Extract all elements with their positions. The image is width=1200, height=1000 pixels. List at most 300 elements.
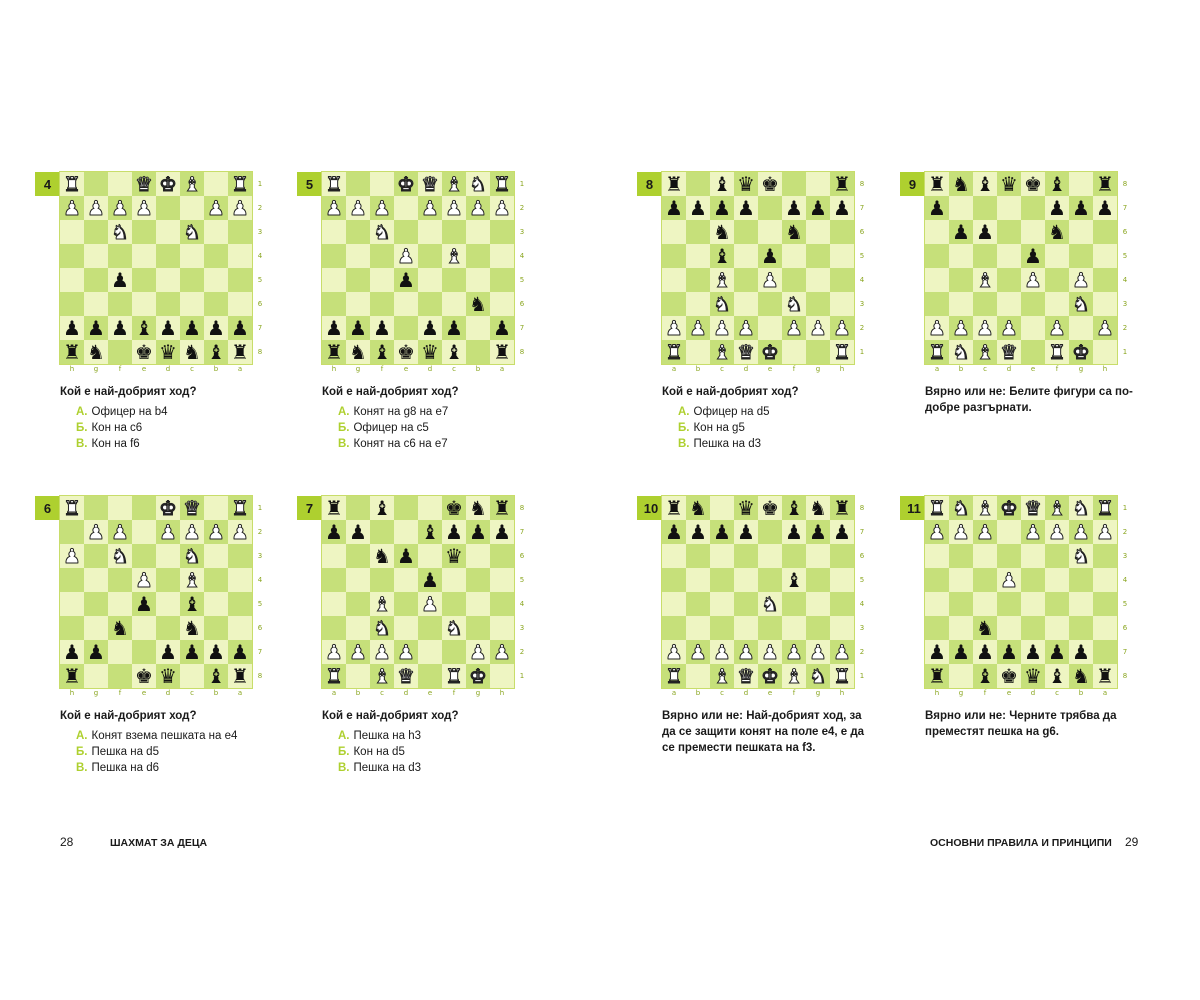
black-rook-icon: ♜ [493, 340, 511, 364]
board-square [806, 664, 830, 688]
white-king-icon: ♚ [469, 664, 487, 688]
answer-option [678, 420, 878, 436]
board-square [973, 220, 997, 244]
board-square [228, 664, 252, 688]
board-square [806, 268, 830, 292]
black-bishop-icon: ♝ [1048, 172, 1066, 196]
answer-text: Пешка на d3 [693, 438, 761, 450]
board-square [466, 616, 490, 640]
black-bishop-icon: ♝ [976, 172, 994, 196]
board-square [370, 172, 394, 196]
board-square [346, 292, 370, 316]
white-rook-icon: ♜ [833, 340, 851, 364]
black-bishop-icon: ♝ [785, 568, 803, 592]
answer-options [338, 404, 538, 452]
board-square [156, 220, 180, 244]
black-pawn-icon: ♟ [976, 640, 994, 664]
board-square [662, 544, 686, 568]
board-square [1045, 568, 1069, 592]
board-square [84, 292, 108, 316]
board-square [322, 520, 346, 544]
rank-label: 3 [519, 228, 525, 236]
board-square [132, 316, 156, 340]
board-square [132, 664, 156, 688]
file-label: e [1030, 365, 1036, 373]
board-square [973, 664, 997, 688]
rank-label: 5 [1122, 252, 1128, 260]
black-king-icon: ♚ [1000, 664, 1018, 688]
rank-label: 5 [859, 576, 865, 584]
board-square [322, 268, 346, 292]
black-pawn-icon: ♟ [349, 316, 367, 340]
board-square [346, 496, 370, 520]
rank-label: 2 [1122, 528, 1128, 536]
question-text: Кой е най-добрият ход? [662, 386, 799, 398]
board-square [1021, 664, 1045, 688]
board-square [686, 316, 710, 340]
board-square [346, 640, 370, 664]
rank-label: 8 [519, 348, 525, 356]
black-bishop-icon: ♝ [135, 316, 153, 340]
board-square [1045, 340, 1069, 364]
board-square [180, 496, 204, 520]
board-square [108, 640, 132, 664]
board-square [228, 268, 252, 292]
rank-label: 7 [1122, 204, 1128, 212]
board-square [806, 220, 830, 244]
board-square [394, 316, 418, 340]
rank-label: 1 [859, 672, 865, 680]
board-square [1069, 496, 1093, 520]
rank-label: 2 [859, 648, 865, 656]
black-bishop-icon: ♝ [976, 664, 994, 688]
black-king-icon: ♚ [761, 172, 779, 196]
answer-option [338, 420, 538, 436]
white-bishop-icon: ♝ [976, 268, 994, 292]
black-rook-icon: ♜ [325, 340, 343, 364]
white-rook-icon: ♜ [1048, 340, 1066, 364]
board-square [758, 244, 782, 268]
rank-label: 3 [519, 624, 525, 632]
board-square [490, 496, 514, 520]
white-knight-icon: ♞ [952, 340, 970, 364]
black-pawn-icon: ♟ [713, 520, 731, 544]
board-square [204, 340, 228, 364]
board-square [1093, 592, 1117, 616]
file-label: h [69, 689, 75, 697]
board-square [394, 220, 418, 244]
file-label: a [499, 365, 505, 373]
board-square [662, 196, 686, 220]
white-rook-icon: ♜ [63, 172, 81, 196]
board-square [132, 520, 156, 544]
board-square [60, 172, 84, 196]
board-square [370, 340, 394, 364]
board-square [1093, 292, 1117, 316]
board-square [782, 172, 806, 196]
question-text: Кой е най-добрият ход? [60, 386, 197, 398]
answer-letter: А. [678, 406, 690, 418]
board-square [204, 196, 228, 220]
black-rook-icon: ♜ [231, 340, 249, 364]
white-knight-icon: ♞ [111, 544, 129, 568]
black-rook-icon: ♜ [665, 496, 683, 520]
white-pawn-icon: ♟ [111, 520, 129, 544]
black-pawn-icon: ♟ [183, 640, 201, 664]
black-king-icon: ♚ [135, 664, 153, 688]
board-square [1021, 172, 1045, 196]
rank-label: 8 [859, 180, 865, 188]
board-square [204, 640, 228, 664]
board-square [686, 592, 710, 616]
rank-label: 2 [519, 204, 525, 212]
white-pawn-icon: ♟ [493, 640, 511, 664]
white-queen-icon: ♛ [737, 664, 755, 688]
board-square [442, 664, 466, 688]
white-king-icon: ♚ [761, 664, 779, 688]
black-bishop-icon: ♝ [183, 592, 201, 616]
puzzle-number: 5 [297, 172, 322, 196]
board-square [997, 316, 1021, 340]
board-square [204, 316, 228, 340]
black-pawn-icon: ♟ [325, 316, 343, 340]
board-square [418, 616, 442, 640]
rank-labels [856, 496, 868, 688]
board-square [973, 640, 997, 664]
board-square [228, 196, 252, 220]
white-queen-icon: ♛ [421, 172, 439, 196]
white-bishop-icon: ♝ [183, 568, 201, 592]
board-square [394, 616, 418, 640]
board-square [1045, 520, 1069, 544]
black-bishop-icon: ♝ [373, 496, 391, 520]
answer-letter: В. [678, 438, 690, 450]
black-bishop-icon: ♝ [1048, 664, 1066, 688]
board-square [949, 592, 973, 616]
black-rook-icon: ♜ [1096, 664, 1114, 688]
board-square [662, 568, 686, 592]
board-square [925, 544, 949, 568]
board-square [156, 268, 180, 292]
board-square [322, 616, 346, 640]
answer-text: Конят на g8 на e7 [353, 406, 449, 418]
board-square [949, 568, 973, 592]
answer-text: Пешка на h3 [353, 730, 421, 742]
black-pawn-icon: ♟ [809, 196, 827, 220]
board-square [782, 244, 806, 268]
board-square [84, 520, 108, 544]
board-square [490, 196, 514, 220]
board-square [1045, 220, 1069, 244]
board-square [156, 592, 180, 616]
file-label: c [190, 365, 194, 373]
board-square [806, 316, 830, 340]
board-square [204, 616, 228, 640]
file-label: d [165, 689, 171, 697]
board-square [782, 268, 806, 292]
board-square [925, 496, 949, 520]
rank-label: 1 [519, 672, 525, 680]
white-pawn-icon: ♟ [397, 244, 415, 268]
board-square [1045, 592, 1069, 616]
file-label: g [355, 365, 361, 373]
board-square [782, 520, 806, 544]
right-running-title: ОСНОВНИ ПРАВИЛА И ПРИНЦИПИ [930, 837, 1112, 849]
rank-label: 5 [519, 576, 525, 584]
file-label: f [118, 689, 122, 697]
rank-label: 1 [1122, 504, 1128, 512]
rank-label: 6 [257, 624, 263, 632]
board-square [156, 640, 180, 664]
file-label: e [1006, 689, 1012, 697]
rank-label: 2 [257, 528, 263, 536]
white-knight-icon: ♞ [183, 220, 201, 244]
board-square [710, 664, 734, 688]
black-pawn-icon: ♟ [397, 268, 415, 292]
black-queen-icon: ♛ [159, 340, 177, 364]
board-square [973, 520, 997, 544]
board-square [1045, 544, 1069, 568]
board-square [1045, 292, 1069, 316]
board-square [418, 268, 442, 292]
board-square [1021, 640, 1045, 664]
board-square [108, 520, 132, 544]
rank-label: 6 [1122, 228, 1128, 236]
board-square [156, 664, 180, 688]
board-square [734, 520, 758, 544]
board-square [490, 568, 514, 592]
board-square [1021, 616, 1045, 640]
board-square [1021, 568, 1045, 592]
board-square [973, 292, 997, 316]
board-square [466, 640, 490, 664]
board-square [925, 196, 949, 220]
board-square [346, 568, 370, 592]
white-pawn-icon: ♟ [207, 520, 225, 544]
black-knight-icon: ♞ [373, 544, 391, 568]
black-rook-icon: ♜ [63, 340, 81, 364]
white-rook-icon: ♜ [231, 172, 249, 196]
board-square [394, 568, 418, 592]
black-pawn-icon: ♟ [665, 520, 683, 544]
board-square [1021, 520, 1045, 544]
rank-label: 3 [859, 624, 865, 632]
board-square [662, 340, 686, 364]
board-square [490, 640, 514, 664]
board-square [686, 244, 710, 268]
board-square [1093, 544, 1117, 568]
rank-label: 4 [519, 600, 525, 608]
file-label: c [983, 365, 987, 373]
white-knight-icon: ♞ [111, 220, 129, 244]
board-square [108, 220, 132, 244]
board-square [180, 616, 204, 640]
chess-board [662, 496, 854, 688]
answer-options [338, 728, 538, 776]
black-pawn-icon: ♟ [87, 640, 105, 664]
answer-option [76, 744, 276, 760]
answer-letter: Б. [76, 746, 88, 758]
board-square [228, 544, 252, 568]
board-square [442, 172, 466, 196]
board-square [734, 220, 758, 244]
board-square [925, 268, 949, 292]
board-square [442, 616, 466, 640]
board-square [662, 220, 686, 244]
black-rook-icon: ♜ [833, 172, 851, 196]
board-square [442, 292, 466, 316]
black-knight-icon: ♞ [689, 496, 707, 520]
board-square [156, 172, 180, 196]
board-square [394, 340, 418, 364]
white-pawn-icon: ♟ [1000, 316, 1018, 340]
black-rook-icon: ♜ [665, 172, 683, 196]
board-square [758, 664, 782, 688]
black-pawn-icon: ♟ [761, 244, 779, 268]
board-square [734, 592, 758, 616]
file-label: h [499, 689, 505, 697]
board-square [490, 520, 514, 544]
white-bishop-icon: ♝ [976, 496, 994, 520]
board-square [1045, 268, 1069, 292]
file-label: a [934, 365, 940, 373]
board-square [1093, 244, 1117, 268]
board-square [370, 220, 394, 244]
board-square [228, 568, 252, 592]
answer-option [338, 744, 538, 760]
white-knight-icon: ♞ [809, 664, 827, 688]
board-square [204, 544, 228, 568]
white-pawn-icon: ♟ [63, 544, 81, 568]
rank-label: 1 [257, 180, 263, 188]
black-pawn-icon: ♟ [928, 640, 946, 664]
file-labels [662, 365, 854, 377]
answer-option [338, 404, 538, 420]
board-square [132, 220, 156, 244]
white-pawn-icon: ♟ [737, 316, 755, 340]
file-label: f [983, 689, 987, 697]
board-square [1093, 520, 1117, 544]
white-pawn-icon: ♟ [349, 640, 367, 664]
white-pawn-icon: ♟ [469, 640, 487, 664]
board-square [322, 244, 346, 268]
file-label: e [767, 689, 773, 697]
answer-letter: А. [338, 406, 350, 418]
board-square [1069, 196, 1093, 220]
board-square [1045, 664, 1069, 688]
question-text: Вярно или не: Черните трябва да преместят пешка на g6. [925, 710, 1117, 738]
white-pawn-icon: ♟ [952, 520, 970, 544]
black-knight-icon: ♞ [349, 340, 367, 364]
file-label: d [743, 365, 749, 373]
answer-text: Кон на d5 [353, 746, 405, 758]
black-king-icon: ♚ [1024, 172, 1042, 196]
board-square [949, 544, 973, 568]
white-knight-icon: ♞ [445, 616, 463, 640]
white-bishop-icon: ♝ [1048, 496, 1066, 520]
board-square [322, 340, 346, 364]
board-square [466, 292, 490, 316]
file-label: g [815, 365, 821, 373]
board-square [949, 196, 973, 220]
answer-letter: В. [76, 762, 88, 774]
board-square [758, 316, 782, 340]
question-text: Вярно или не: Най-добрият ход, за да се защити конят на поле e4, е да се премести пешката на f3. [662, 710, 865, 754]
board-square [156, 568, 180, 592]
file-label: g [475, 689, 481, 697]
board-square [60, 592, 84, 616]
board-square [108, 292, 132, 316]
white-pawn-icon: ♟ [1024, 520, 1042, 544]
answer-text: Конят взема пешката на e4 [91, 730, 238, 742]
rank-labels [254, 496, 266, 688]
board-square [758, 640, 782, 664]
file-labels [322, 689, 514, 701]
black-pawn-icon: ♟ [445, 316, 463, 340]
white-king-icon: ♚ [1072, 340, 1090, 364]
answer-option [76, 728, 276, 744]
board-square [490, 244, 514, 268]
board-square [830, 616, 854, 640]
board-square [132, 592, 156, 616]
board-square [710, 592, 734, 616]
black-king-icon: ♚ [135, 340, 153, 364]
board-square [949, 664, 973, 688]
board-square [84, 568, 108, 592]
board-square [108, 340, 132, 364]
board-square [782, 640, 806, 664]
white-pawn-icon: ♟ [207, 196, 225, 220]
board-square [662, 616, 686, 640]
board-square [228, 292, 252, 316]
file-label: a [671, 365, 677, 373]
board-square [997, 220, 1021, 244]
file-label: f [380, 365, 384, 373]
board-square [60, 220, 84, 244]
board-square [180, 172, 204, 196]
board-square [662, 268, 686, 292]
file-label: e [141, 689, 147, 697]
board-square [782, 496, 806, 520]
file-label: d [1006, 365, 1012, 373]
board-square [60, 292, 84, 316]
rank-label: 4 [257, 576, 263, 584]
board-square [686, 568, 710, 592]
black-pawn-icon: ♟ [785, 196, 803, 220]
board-square [758, 172, 782, 196]
board-square [973, 592, 997, 616]
board-square [108, 172, 132, 196]
board-square [686, 544, 710, 568]
board-square [710, 196, 734, 220]
white-pawn-icon: ♟ [135, 568, 153, 592]
rank-label: 3 [257, 552, 263, 560]
black-pawn-icon: ♟ [689, 520, 707, 544]
black-pawn-icon: ♟ [111, 268, 129, 292]
board-square [156, 340, 180, 364]
board-square [686, 616, 710, 640]
board-square [758, 220, 782, 244]
board-square [418, 172, 442, 196]
board-square [1093, 340, 1117, 364]
white-pawn-icon: ♟ [1024, 268, 1042, 292]
board-square [418, 292, 442, 316]
board-square [830, 244, 854, 268]
board-square [490, 544, 514, 568]
white-rook-icon: ♜ [833, 664, 851, 688]
board-square [180, 340, 204, 364]
board-square [1069, 220, 1093, 244]
